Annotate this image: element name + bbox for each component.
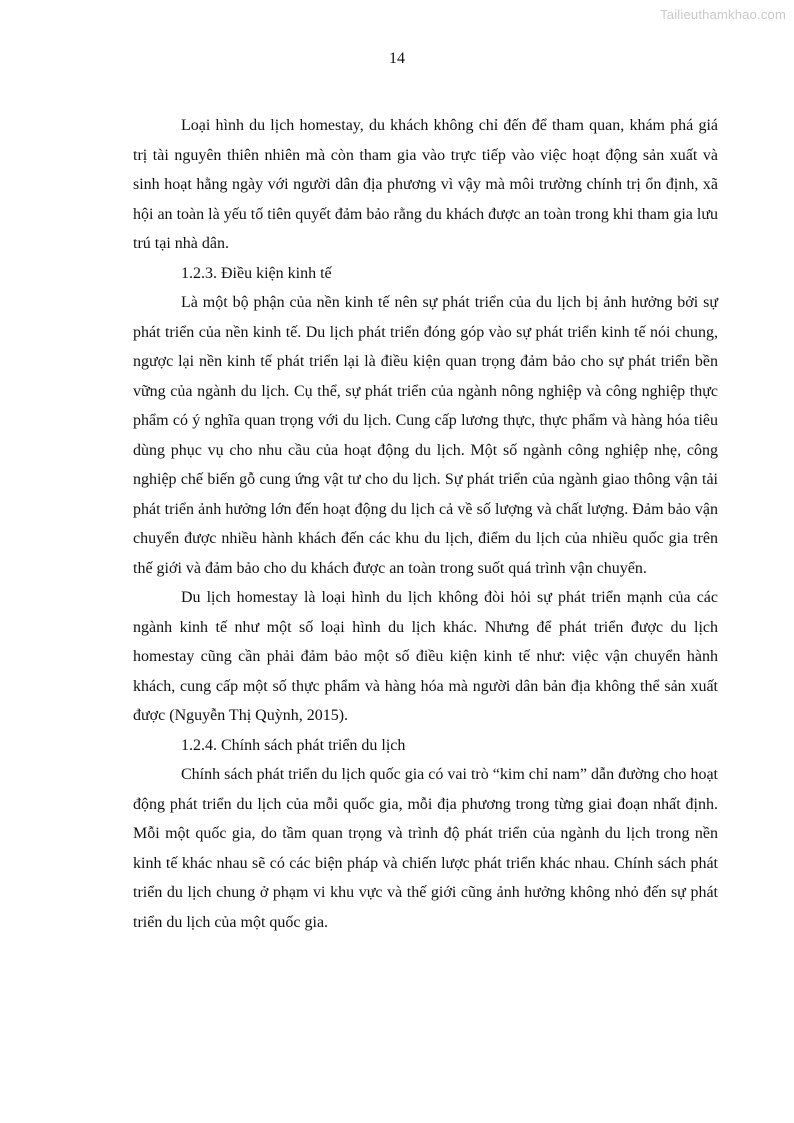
paragraph-economic-conditions: Là một bộ phận của nền kinh tế nên sự phát triển của du lịch bị ảnh hưởng bởi sự phát triển của nền kinh tế. Du lịch phát triển đóng góp vào sự phát triển kinh tế nói chung, ngược lại nền kinh tế phát triển lại là điều kiện quan trọng đảm bảo cho sự phát triển bền vững của ngành du lịch. Cụ thể, sự phát triển của ngành nông nghiệp và công nghiệp thực phẩm có ý nghĩa quan trọng với du lịch. Cung cấp lương thực, thực phẩm và hàng hóa tiêu dùng phục vụ cho nhu cầu của hoạt động du lịch. Một số ngành công nghiệp nhẹ, công nghiệp chế biến gỗ cung ứng vật tư cho du lịch. Sự phát triển của ngành giao thông vận tải phát triển ảnh hưởng lớn đến hoạt động du lịch cả về số lượng và chất lượng. Đảm bảo vận chuyển được nhiều hành khách đến các khu du lịch, điểm du lịch của nhiều quốc gia trên thế giới và đảm bảo cho du khách được an toàn trong suốt quá trình vận chuyển.	[133, 294, 718, 577]
page-number: 14	[389, 50, 405, 67]
section-heading-economic-conditions: 1.2.3. Điều kiện kinh tế	[181, 264, 332, 282]
paragraph-homestay-economy: Du lịch homestay là loại hình du lịch không đòi hỏi sự phát triển mạnh của các ngành kinh tế như một số loại hình du lịch khác. Nhưng để phát triển được du lịch homestay cũng cần phải đảm bảo một số điều kiện kinh tế như: việc vận chuyển hành khách, cung cấp một số thực phẩm và hàng hóa mà người dân bản địa không thể sản xuất được (Nguyễn Thị Quỳnh, 2015).	[133, 589, 718, 724]
paragraph-homestay-security: Loại hình du lịch homestay, du khách không chỉ đến để tham quan, khám phá giá trị tài nguyên thiên nhiên mà còn tham gia vào trực tiếp vào việc hoạt động sản xuất và sinh hoạt hằng ngày với người dân địa phương vì vậy mà môi trường chính trị ổn định, xã hội an toàn là yếu tố tiên quyết đảm bảo rằng du khách được an toàn trong khi tham gia lưu trú tại nhà dân.	[133, 117, 718, 252]
document-body	[133, 111, 718, 937]
section-heading-tourism-policy: 1.2.4. Chính sách phát triển du lịch	[181, 736, 406, 754]
paragraph-tourism-policy: Chính sách phát triển du lịch quốc gia có vai trò “kim chỉ nam” dẫn đường cho hoạt động phát triển du lịch của mỗi quốc gia, mỗi địa phương trong từng giai đoạn nhất định. Mỗi một quốc gia, do tầm quan trọng và trình độ phát triển của ngành du lịch trong nền kinh tế khác nhau sẽ có các biện pháp và chiến lược phát triển khác nhau. Chính sách phát triển du lịch chung ở phạm vi khu vực và thế giới cũng ảnh hưởng không nhỏ đến sự phát triển du lịch của một quốc gia.	[133, 766, 718, 931]
watermark: Tailieuthamkhao.com	[660, 7, 786, 22]
